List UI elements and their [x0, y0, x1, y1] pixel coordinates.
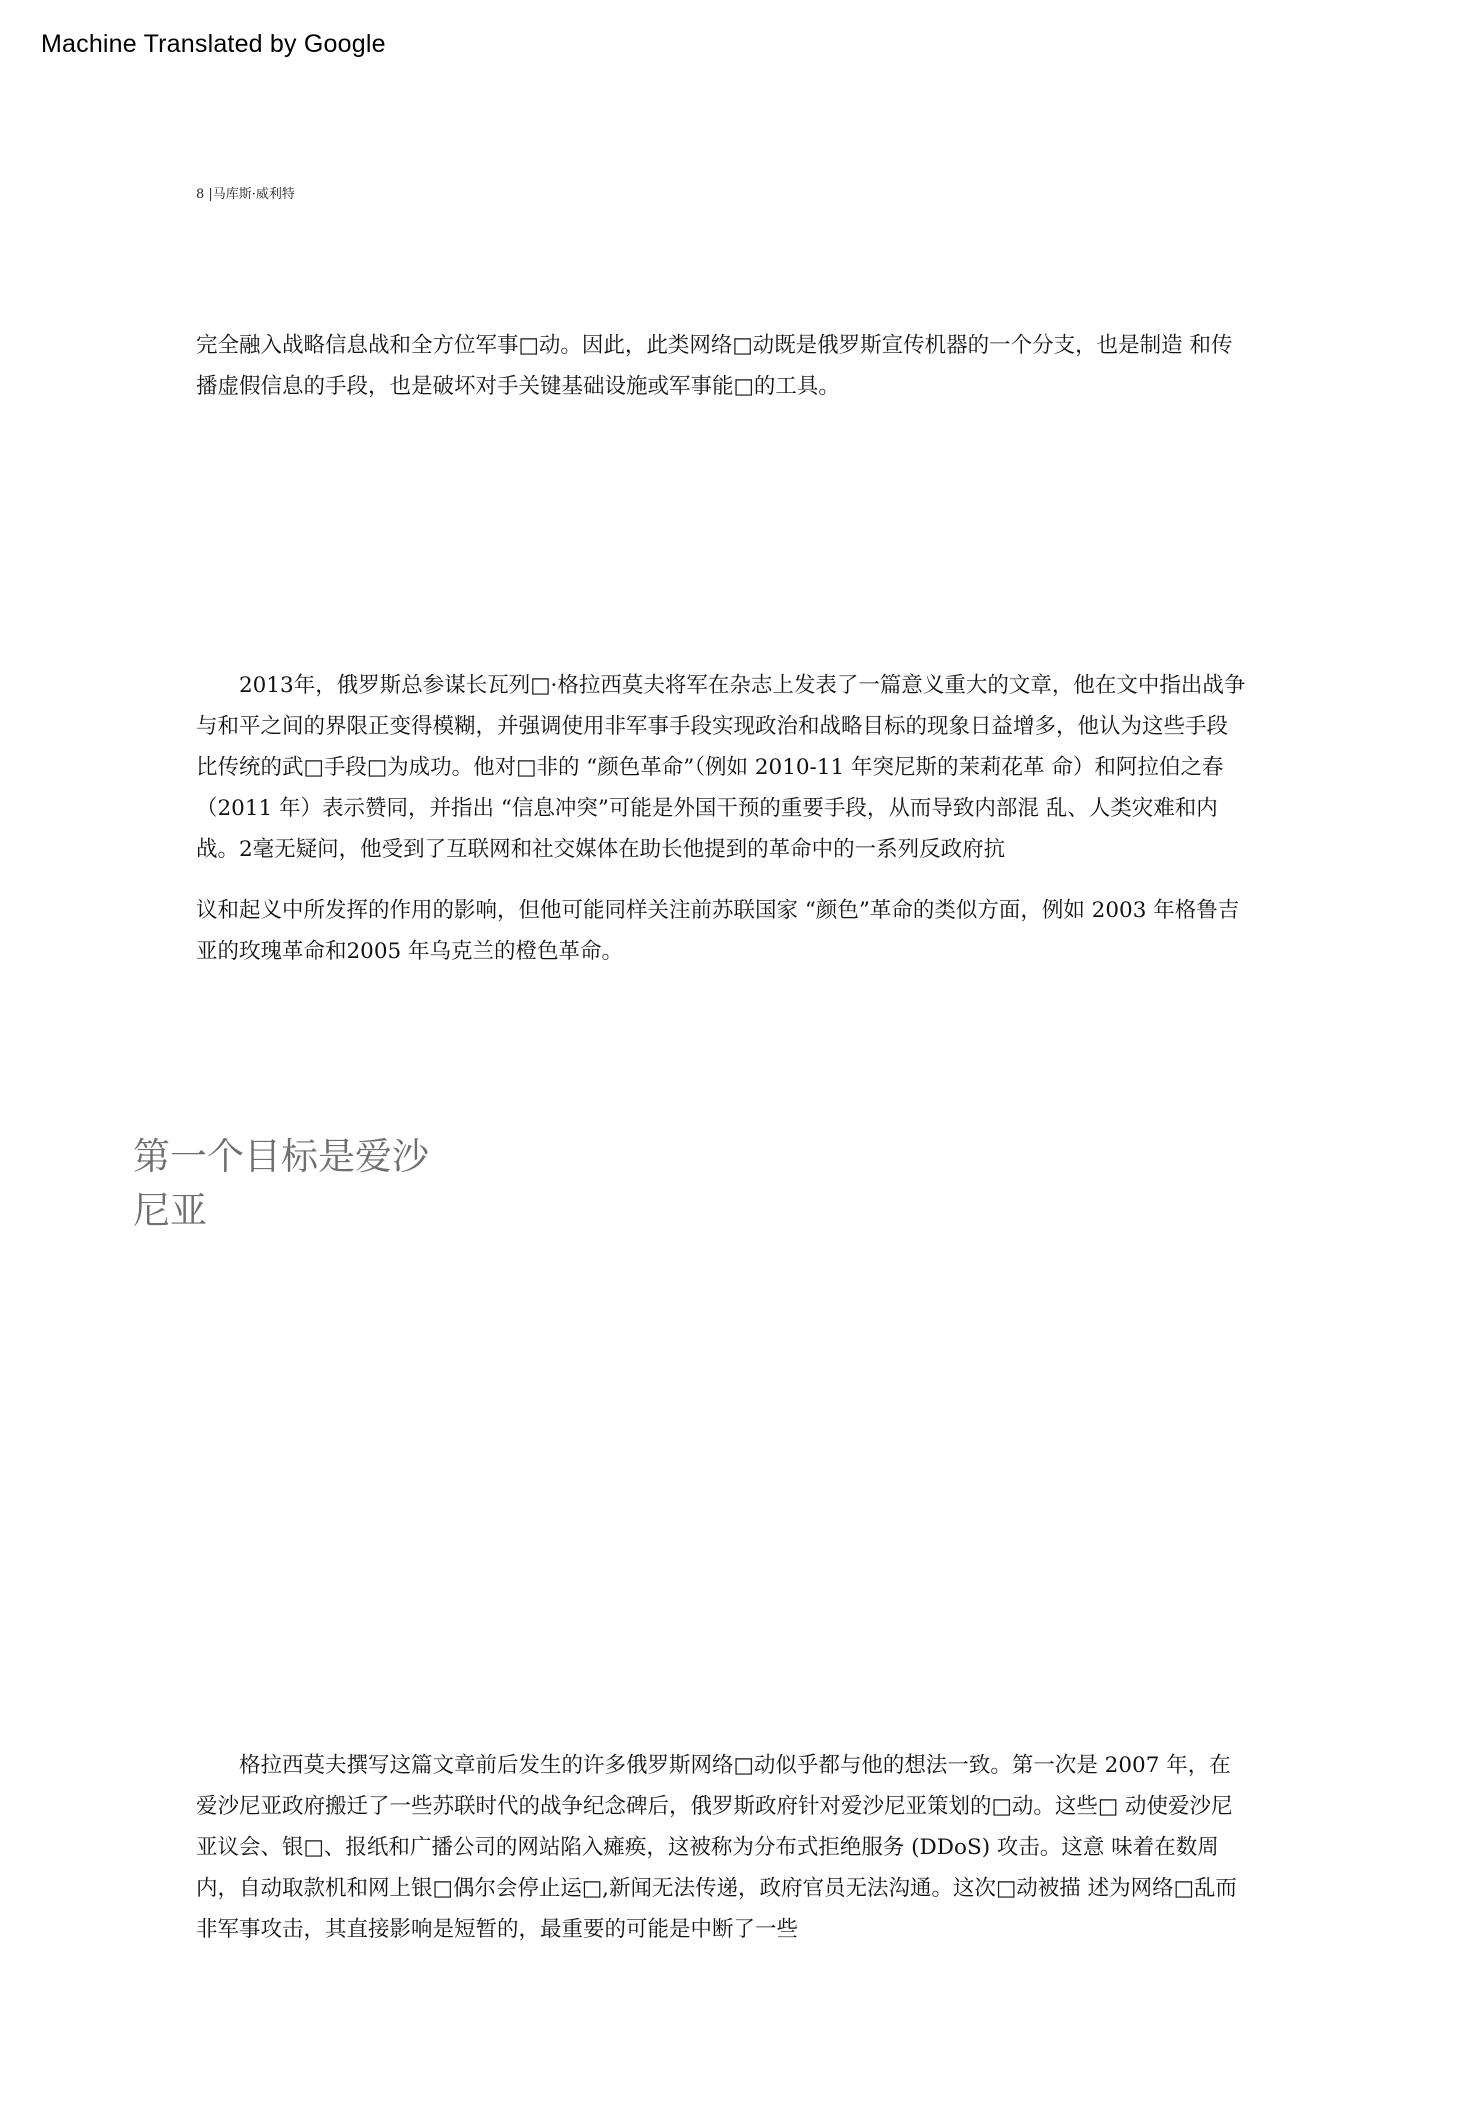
paragraph-color-revolutions: 议和起义中所发挥的作用的影响，但他可能同样关注前苏联国家 “颜色”革命的类似方面，例如 2003 年格鲁吉亚的玫瑰革命和2005 年乌克兰的橙色革命。 — [196, 898, 1240, 964]
paragraph-gerasimov: 2013年，俄罗斯总参谋长瓦列□·格拉西莫夫将军在杂志上发表了一篇意义重大的文章，他在文中指出战争与和平之间的界限正变得模糊，并强调使用非军事手段实现政治和战略目标的现象日益增多，他认为这些手段比传统的武□手段□为成功。他对□非的 “颜色革命”（例如 2010-11 年突尼斯的茉莉花革 命）和阿拉伯之春（2011 年）表示赞同，并指出 “信息冲突”可能是外国干预的重要手段，从而导致内部混 乱、人类灾难和内战。2毫无疑问，他受到了互联网和社交媒体在助长他提到的革命中的一系列反政府抗 — [196, 673, 1246, 862]
machine-translation-banner: Machine Translated by Google — [41, 30, 386, 58]
running-head: 8 |马库斯·威利特 — [196, 187, 295, 202]
paragraph-estonia: 格拉西莫夫撰写这篇文章前后发生的许多俄罗斯网络□动似乎都与他的想法一致。第一次是 2007 年，在爱沙尼亚政府搬迁了一些苏联时代的战争纪念碑后，俄罗斯政府针对爱沙尼亚策划的□动。这些□ 动使爱沙尼亚议会、银□、报纸和广播公司的网站陷入瘫痪，这被称为分布式拒绝服务 (DDoS) 攻击。这意 味着在数周内，自动取款机和网上银□偶尔会停止运□,新闻无法传递，政府官员无法沟通。这次□动被描 述为网络□乱而非军事攻击，其直接影响是短暂的，最重要的可能是中断了一些 — [196, 1753, 1237, 1942]
section-heading: 第一个目标是爱沙尼亚 — [133, 1135, 429, 1232]
paragraph-intro: 完全融入战略信息战和全方位军事□动。因此，此类网络□动既是俄罗斯宣传机器的一个分支，也是制造 和传播虚假信息的手段，也是破坏对手关键基础设施或军事能□的工具。 — [196, 333, 1233, 399]
